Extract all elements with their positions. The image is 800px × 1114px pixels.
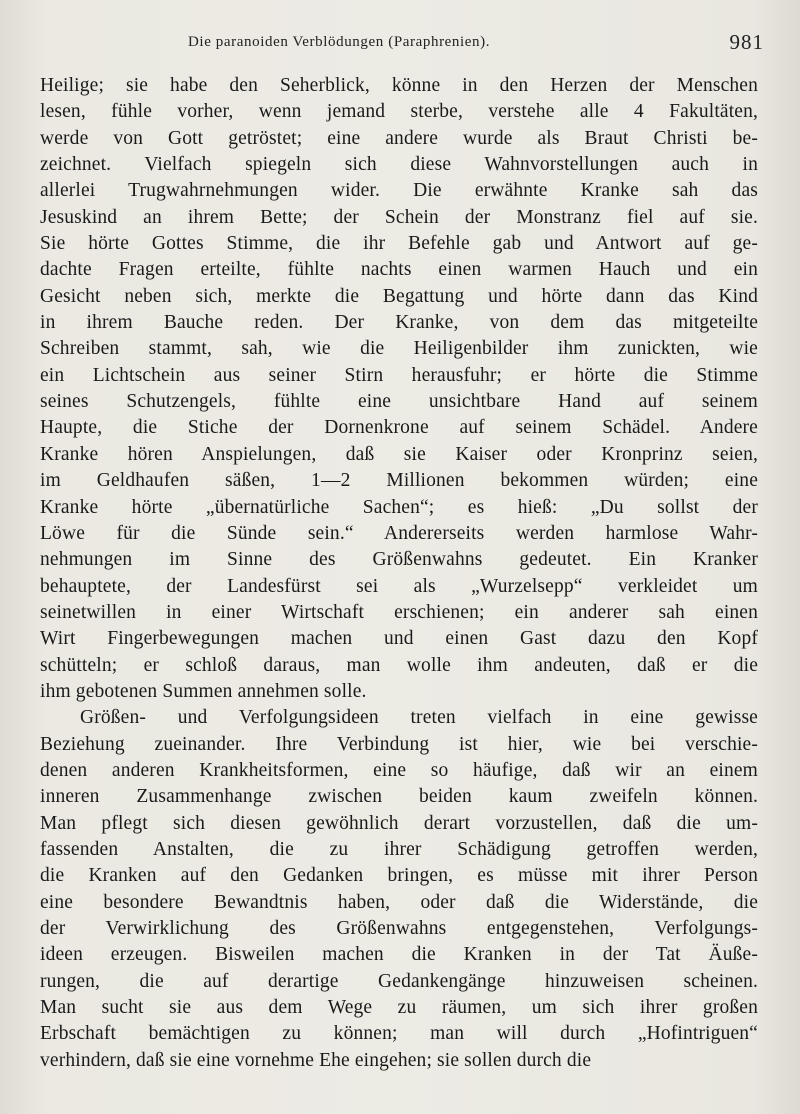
- text-line: denen anderen Krankheitsformen, eine so häufige, daß wir an einem: [40, 759, 758, 781]
- text-line: ideen erzeugen. Bisweilen machen die Kranken in der Tat Äuße-: [40, 944, 758, 966]
- text-line: Man pflegt sich diesen gewöhnlich derart vorzustellen, daß die um-: [40, 812, 758, 834]
- text-line: in ihrem Bauche reden. Der Kranke, von dem das mitgeteilte: [40, 312, 758, 334]
- text-line: Sie hörte Gottes Stimme, die ihr Befehle gab und Antwort auf ge-: [40, 233, 758, 255]
- text-line: Größen- und Verfolgungsideen treten vielfach in eine gewisse: [80, 707, 758, 729]
- text-line: fassenden Anstalten, die zu ihrer Schädigung getroffen werden,: [40, 838, 758, 860]
- text-line: eine besondere Bewandtnis haben, oder daß die Widerstände, die: [40, 891, 758, 913]
- text-line: lesen, fühle vorher, wenn jemand sterbe, verstehe alle 4 Fakultäten,: [40, 101, 758, 123]
- text-line: zeichnet. Vielfach spiegeln sich diese Wahnvorstellungen auch in: [40, 154, 758, 176]
- text-line: Beziehung zueinander. Ihre Verbindung ist hier, wie bei verschie-: [40, 733, 758, 755]
- text-line: seines Schutzengels, fühlte eine unsichtbare Hand auf seinem: [40, 391, 758, 413]
- text-line: im Geldhaufen säßen, 1—2 Millionen bekommen würden; eine: [40, 470, 758, 492]
- text-line: Gesicht neben sich, merkte die Begattung und hörte dann das Kind: [40, 285, 758, 307]
- text-line: die Kranken auf den Gedanken bringen, es müsse mit ihrer Person: [40, 865, 758, 887]
- text-line: behauptete, der Landesfürst sei als „Wurzelsepp“ verkleidet um: [40, 575, 758, 597]
- text-line: seinetwillen in einer Wirtschaft erschienen; ein anderer sah einen: [40, 601, 758, 623]
- text-line: Haupte, die Stiche der Dornenkrone auf seinem Schädel. Andere: [40, 417, 758, 439]
- text-line: der Verwirklichung des Größenwahns entgegenstehen, Verfolgungs-: [40, 918, 758, 939]
- running-title: Die paranoiden Verblödungen (Paraphrenien).: [188, 34, 491, 50]
- text-line: schütteln; er schloß daraus, man wolle ihm andeuten, daß er die: [40, 654, 758, 676]
- text-line: Wirt Fingerbewegungen machen und einen Gast dazu den Kopf: [40, 628, 758, 650]
- text-line: Kranke hörte „übernatürliche Sachen“; es hieß: „Du sollst der: [40, 496, 758, 518]
- text-line: werde von Gott getröstet; eine andere wurde als Braut Christi be-: [40, 127, 758, 149]
- text-line: Man sucht sie aus dem Wege zu räumen, um sich ihrer großen: [40, 997, 758, 1019]
- text-line: Erbschaft bemächtigen zu können; man will durch „Hofintriguen“: [40, 1023, 758, 1045]
- text-line: inneren Zusammenhange zwischen beiden kaum zweifeln können.: [40, 786, 758, 808]
- text-line: Löwe für die Sünde sein.“ Andererseits werden harmlose Wahr-: [40, 522, 758, 544]
- text-line: Heilige; sie habe den Seherblick, könne in den Herzen der Menschen: [40, 75, 758, 96]
- text-line: verhindern, daß sie eine vornehme Ehe eingehen; sie sollen durch die: [40, 1049, 592, 1071]
- text-line: rungen, die auf derartige Gedankengänge hinzuweisen scheinen.: [40, 970, 758, 992]
- page-number: 981: [729, 30, 764, 54]
- text-line: allerlei Trugwahrnehmungen wider. Die erwähnte Kranke sah das: [40, 180, 758, 202]
- page-header: [40, 30, 764, 60]
- text-line: Schreiben stammt, sah, wie die Heiligenbilder ihm zunickten, wie: [40, 338, 758, 360]
- body-text: [40, 73, 758, 1074]
- paragraph: [40, 73, 758, 705]
- paragraph: [40, 705, 758, 1074]
- text-line: ein Lichtschein aus seiner Stirn herausfuhr; er hörte die Stimme: [40, 364, 758, 386]
- text-line: dachte Fragen erteilte, fühlte nachts einen warmen Hauch und ein: [40, 259, 758, 281]
- text-line: Kranke hören Anspielungen, daß sie Kaiser oder Kronprinz seien,: [40, 443, 758, 465]
- text-line: ihm gebotenen Summen annehmen solle.: [40, 680, 367, 702]
- text-line: Jesuskind an ihrem Bette; der Schein der Monstranz fiel auf sie.: [40, 206, 758, 228]
- text-line: nehmungen im Sinne des Größenwahns gedeutet. Ein Kranker: [40, 549, 758, 571]
